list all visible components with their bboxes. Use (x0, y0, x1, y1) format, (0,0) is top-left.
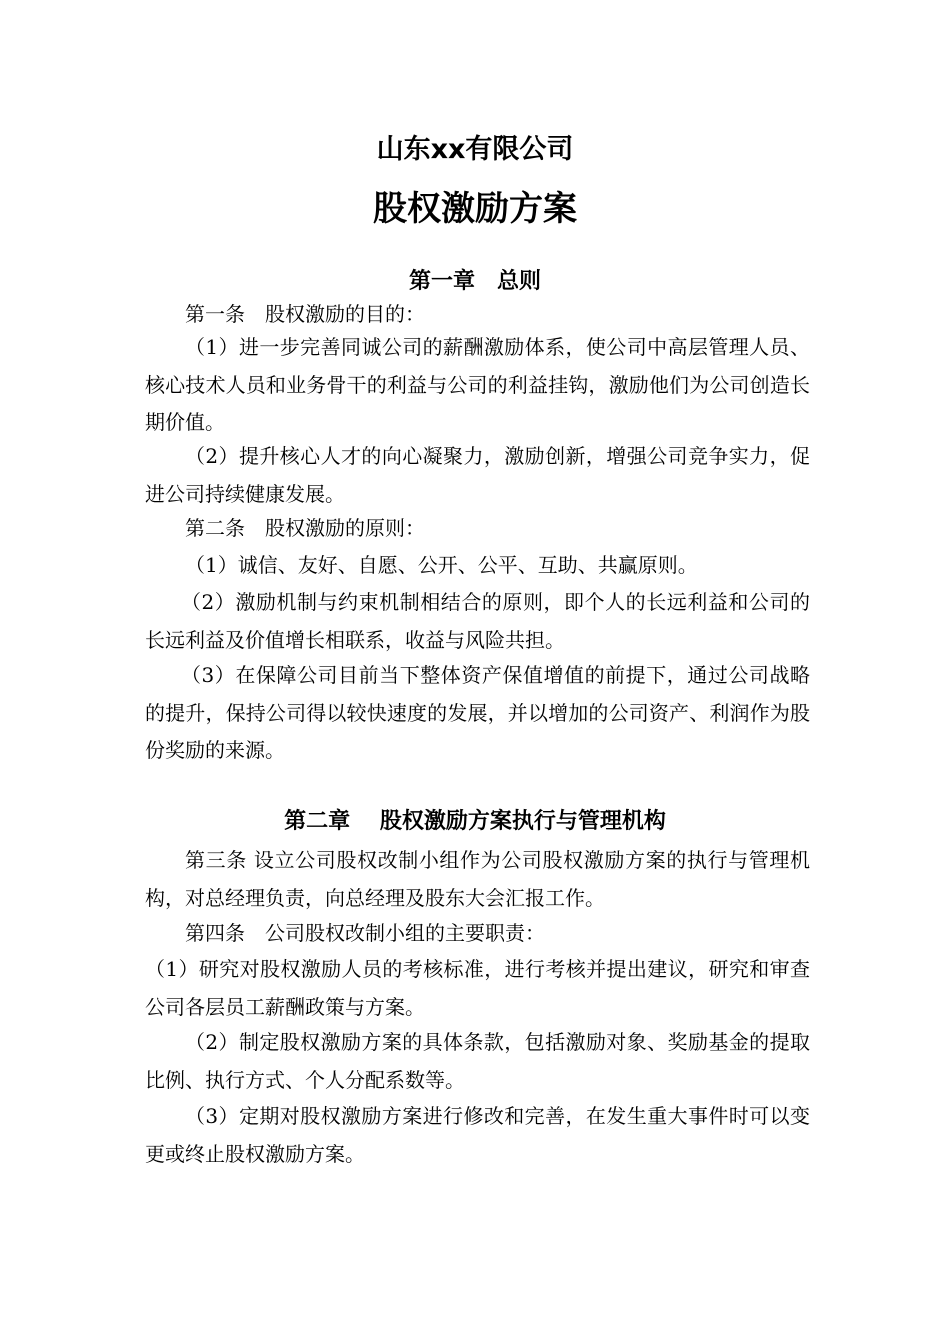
article-4-item-1: （1）研究对股权激励人员的考核标准，进行考核并提出建议，研究和审查公司各层员工薪酬政策与方案。 (145, 957, 810, 1019)
article-4-title: 第四条 公司股权改制小组的主要职责： (185, 921, 545, 945)
article-1-item-1: （1）进一步完善同诚公司的薪酬激励体系，使公司中高层管理人员、核心技术人员和业务骨干的利益与公司的利益挂钩，激励他们为公司创造长期价值。 (145, 335, 810, 434)
article-2-title: 第二条 股权激励的原则： (185, 516, 425, 540)
article-2-item-3: （3）在保障公司目前当下整体资产保值增值的前提下，通过公司战略的提升，保持公司得以较快速度的发展，并以增加的公司资产、利润作为股份奖励的来源。 (145, 663, 810, 762)
document-title: 股权激励方案 (373, 189, 577, 229)
article-4-item-2: （2）制定股权激励方案的具体条款，包括激励对象、奖励基金的提取比例、执行方式、个人分配系数等。 (145, 1030, 810, 1092)
article-1-title: 第一条 股权激励的目的： (185, 302, 425, 326)
company-name: 山东xx有限公司 (376, 134, 574, 165)
article-1-item-2: （2）提升核心人才的向心凝聚力，激励创新，增强公司竞争实力，促进公司持续健康发展。 (145, 444, 810, 506)
chapter-1-heading: 第一章 总则 (408, 269, 541, 294)
chapter-2-heading: 第二章 股权激励方案执行与管理机构 (284, 809, 666, 834)
article-3: 第三条 设立公司股权改制小组作为公司股权激励方案的执行与管理机构，对总经理负责，向总经理及股东大会汇报工作。 (145, 848, 810, 910)
article-2-item-2: （2）激励机制与约束机制相结合的原则，即个人的长远利益和公司的长远利益及价值增长相联系，收益与风险共担。 (145, 590, 810, 652)
article-2-item-1: （1）诚信、友好、自愿、公开、公平、互助、共赢原则。 (185, 553, 698, 577)
article-4-item-3: （3）定期对股权激励方案进行修改和完善，在发生重大事件时可以变更或终止股权激励方案。 (145, 1104, 810, 1166)
